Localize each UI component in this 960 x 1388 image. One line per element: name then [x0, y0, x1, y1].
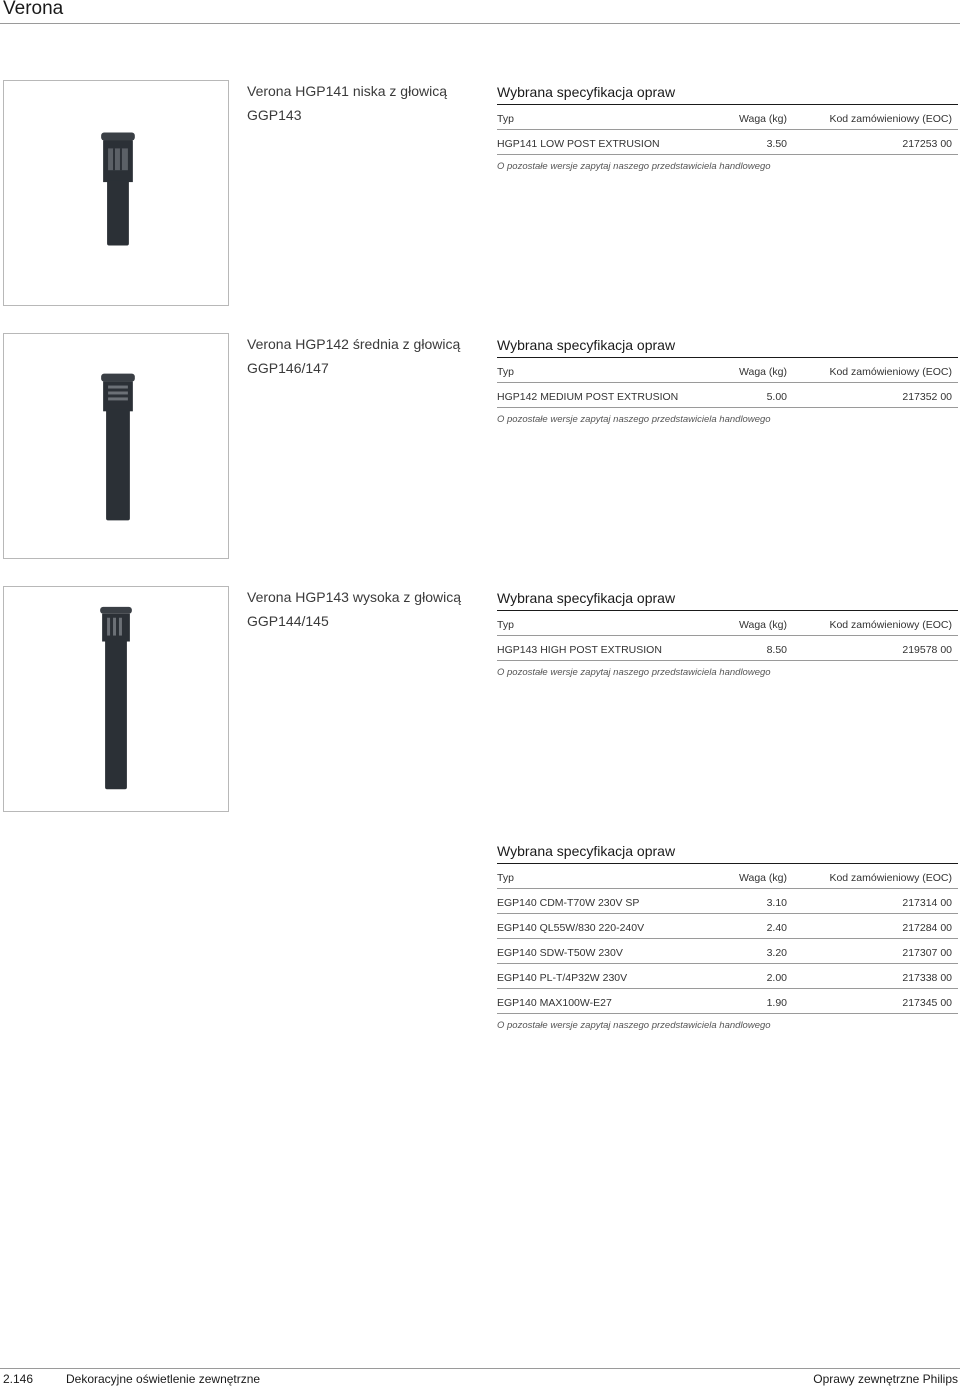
- col-kod-header: Kod zamówieniowy (EOC): [829, 619, 952, 631]
- footer-divider: [0, 1368, 960, 1369]
- col-typ-header: Typ: [497, 872, 514, 884]
- footer-brand: Oprawy zewnętrzne Philips: [813, 1372, 958, 1386]
- product-photo-hgp143: [3, 586, 229, 812]
- col-kod-header: Kod zamówieniowy (EOC): [829, 366, 952, 378]
- cell-kod: 217307 00: [902, 947, 952, 959]
- col-waga-header: Waga (kg): [738, 113, 787, 125]
- spec-note: O pozostałe wersje zapytaj naszego przedstawiciela handlowego: [497, 667, 771, 678]
- col-typ-header: Typ: [497, 366, 514, 378]
- footer-section-title: Dekoracyjne oświetlenie zewnętrzne: [66, 1372, 261, 1386]
- spec-header-row: [497, 611, 958, 636]
- col-kod-header: Kod zamówieniowy (EOC): [829, 113, 952, 125]
- post-head-cap: [101, 374, 135, 382]
- cell-kod: 217314 00: [902, 897, 952, 909]
- post-head-window: [108, 148, 128, 170]
- medium-post-luminaire-image: [4, 334, 228, 558]
- cell-kod: 219578 00: [902, 644, 952, 656]
- spec-table-hgp143: [497, 588, 958, 678]
- cell-kod: 217345 00: [902, 997, 952, 1009]
- spec-title: Wybrana specyfikacja opraw: [497, 588, 958, 611]
- cell-typ: HGP143 HIGH POST EXTRUSION: [497, 644, 662, 656]
- table-row: [497, 939, 958, 964]
- spec-header-row: [497, 864, 958, 889]
- col-waga-header: Waga (kg): [738, 619, 787, 631]
- cell-typ: EGP140 CDM-T70W 230V SP: [497, 897, 640, 909]
- high-post-luminaire-image: [4, 587, 228, 811]
- col-waga-header: Waga (kg): [738, 872, 787, 884]
- spec-note: O pozostałe wersje zapytaj naszego przedstawiciela handlowego: [497, 414, 771, 425]
- product-name-hgp141: [247, 79, 477, 127]
- product-name-line1: Verona HGP142 średnia z głowicą: [247, 336, 461, 352]
- post-body: [107, 180, 129, 245]
- spec-note: O pozostałe wersje zapytaj naszego przedstawiciela handlowego: [497, 161, 771, 172]
- spec-header-row: [497, 358, 958, 383]
- cell-typ: HGP142 MEDIUM POST EXTRUSION: [497, 391, 679, 403]
- col-typ-header: Typ: [497, 619, 514, 631]
- product-name-hgp143: [247, 585, 477, 633]
- cell-typ: HGP141 LOW POST EXTRUSION: [497, 138, 660, 150]
- cell-typ: EGP140 PL-T/4P32W 230V: [497, 972, 628, 984]
- cell-waga: 1.90: [766, 997, 787, 1009]
- title-divider: [0, 23, 960, 24]
- cell-waga: 5.00: [766, 391, 787, 403]
- cell-waga: 3.10: [766, 897, 787, 909]
- spec-table-hgp142: [497, 335, 958, 425]
- table-row: [497, 964, 958, 989]
- post-head-cap: [101, 133, 135, 141]
- product-name-line2: GGP146/147: [247, 360, 329, 376]
- post-body: [106, 409, 130, 520]
- cell-kod: 217284 00: [902, 922, 952, 934]
- post-body: [105, 639, 127, 790]
- cell-kod: 217253 00: [902, 138, 952, 150]
- cell-typ: EGP140 QL55W/830 220-240V: [497, 922, 645, 934]
- cell-kod: 217338 00: [902, 972, 952, 984]
- table-row: [497, 889, 958, 914]
- col-kod-header: Kod zamówieniowy (EOC): [829, 872, 952, 884]
- product-photo-hgp142: [3, 333, 229, 559]
- cell-typ: EGP140 MAX100W-E27: [497, 997, 612, 1009]
- product-name-line1: Verona HGP141 niska z głowicą: [247, 83, 447, 99]
- spec-title: Wybrana specyfikacja opraw: [497, 841, 958, 864]
- cell-waga: 2.00: [766, 972, 787, 984]
- page-title: Verona: [3, 0, 64, 19]
- post-head-cap: [100, 607, 132, 614]
- cell-waga: 2.40: [766, 922, 787, 934]
- col-typ-header: Typ: [497, 113, 514, 125]
- spec-table-egp140: [497, 841, 958, 1031]
- cell-typ: EGP140 SDW-T50W 230V: [497, 947, 623, 959]
- low-post-luminaire-image: [4, 81, 228, 305]
- cell-waga: 8.50: [766, 644, 787, 656]
- footer-page-number: 2.146: [3, 1372, 34, 1386]
- table-row: [497, 636, 958, 661]
- product-name-line2: GGP143: [247, 107, 302, 123]
- spec-header-row: [497, 105, 958, 130]
- spec-title: Wybrana specyfikacja opraw: [497, 82, 958, 105]
- product-name-hgp142: [247, 332, 477, 380]
- spec-note: O pozostałe wersje zapytaj naszego przedstawiciela handlowego: [497, 1020, 771, 1031]
- col-waga-header: Waga (kg): [738, 366, 787, 378]
- spec-title: Wybrana specyfikacja opraw: [497, 335, 958, 358]
- table-row: [497, 989, 958, 1014]
- product-name-line1: Verona HGP143 wysoka z głowicą: [247, 589, 461, 605]
- product-name-line2: GGP144/145: [247, 613, 329, 629]
- cell-waga: 3.50: [766, 138, 787, 150]
- spec-table-hgp141: [497, 82, 958, 172]
- table-row: [497, 130, 958, 155]
- cell-waga: 3.20: [766, 947, 787, 959]
- table-row: [497, 914, 958, 939]
- cell-kod: 217352 00: [902, 391, 952, 403]
- product-photo-hgp141: [3, 80, 229, 306]
- table-row: [497, 383, 958, 408]
